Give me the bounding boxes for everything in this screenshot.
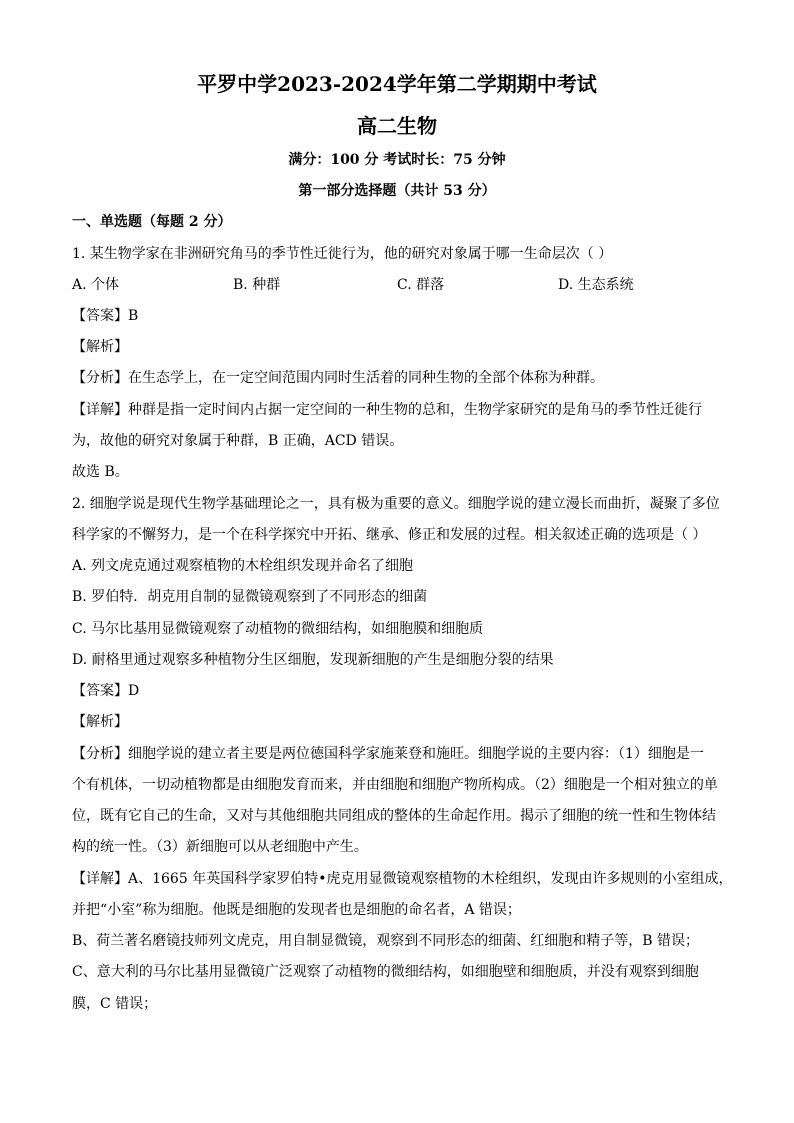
part-heading: 第一部分选择题（共计 53 分）	[298, 183, 496, 199]
q2-option-c: C. 马尔比基用显微镜观察了动植物的微细结构，如细胞膜和细胞质	[72, 621, 484, 637]
q2-xiangjie-line5: 膜，C 错误；	[72, 996, 158, 1012]
q2-xiangjie-line2: 并把“小室”称为细胞。他既是细胞的发现者也是细胞的命名者，A 错误；	[72, 902, 521, 918]
q2-option-b: B. 罗伯特．胡克用自制的显微镜观察到了不同形态的细菌	[72, 589, 428, 605]
exam-title: 平罗中学2023-2024学年第二学期期中考试	[197, 72, 597, 96]
q2-fenxi-line2: 个有机体，一切动植物都是由细胞发育而来，并由细胞和细胞产物所构成。（2）细胞是一个相对独立的单	[72, 777, 718, 793]
q1-conclusion: 故选 B。	[72, 464, 129, 480]
q1-option-d: D. 生态系统	[558, 277, 634, 293]
q1-option-c: C. 群落	[397, 277, 445, 293]
q2-fenxi-line3: 位，既有它自己的生命，又对与其他细胞共同组成的整体的生命起作用。揭示了细胞的统一性和生物体结	[72, 808, 716, 824]
q2-fenxi-line1: 【分析】细胞学说的建立者主要是两位德国科学家施莱登和施旺。细胞学说的主要内容：（1）细胞是一	[72, 746, 704, 762]
q2-fenxi-line4: 构的统一性。（3）新细胞可以从老细胞中产生。	[72, 839, 368, 855]
q1-jiexi: 【解析】	[72, 339, 128, 355]
q1-xiangjie-line2: 为，故他的研究对象属于种群，B 正确，ACD 错误。	[72, 433, 404, 449]
q2-xiangjie-line4: C、意大利的马尔比基用显微镜广泛观察了动植物的微细结构，如细胞壁和细胞质，并没有观察到细胞	[72, 964, 699, 980]
subject-title: 高二生物	[357, 114, 437, 138]
section-heading: 一、单选题（每题 2 分）	[72, 214, 232, 230]
q1-option-b: B. 种群	[233, 277, 281, 293]
q1-fenxi: 【分析】在生态学上，在一定空间范围内同时生活着的同种生物的全部个体称为种群。	[72, 370, 604, 386]
q1-answer: 【答案】B	[72, 308, 139, 324]
q2-option-d: D. 耐格里通过观察多种植物分生区细胞，发现新细胞的产生是细胞分裂的结果	[72, 652, 554, 668]
q2-stem-line2: 科学家的不懈努力，是一个在科学探究中开拓、继承、修正和发展的过程。相关叙述正确的选项是（ ）	[72, 527, 707, 543]
q2-stem-line1: 2. 细胞学说是现代生物学基础理论之一，具有极为重要的意义。细胞学说的建立漫长而曲折，凝聚了多位	[72, 496, 720, 512]
q2-xiangjie-line3: B、荷兰著名磨镜技师列文虎克，用自制显微镜，观察到不同形态的细菌、红细胞和精子等，B 错误；	[72, 933, 700, 949]
q2-answer: 【答案】D	[72, 683, 140, 699]
q2-jiexi: 【解析】	[72, 714, 128, 730]
q2-xiangjie-line1: 【详解】A、1665 年英国科学家罗伯特•虎克用显微镜观察植物的木栓组织，发现由许多规则的小室组成，	[72, 871, 733, 887]
q1-stem: 1. 某生物学家在非洲研究角马的季节性迁徙行为，他的研究对象属于哪一生命层次（ ）	[72, 246, 613, 262]
q1-xiangjie-line1: 【详解】种群是指一定时间内占据一定空间的一种生物的总和，生物学家研究的是角马的季节性迁徙行	[72, 402, 702, 418]
q2-option-a: A. 列文虎克通过观察植物的木栓组织发现并命名了细胞	[72, 558, 414, 574]
q1-option-a: A. 个体	[72, 277, 120, 293]
exam-meta: 满分：100 分 考试时长：75 分钟	[288, 152, 506, 168]
